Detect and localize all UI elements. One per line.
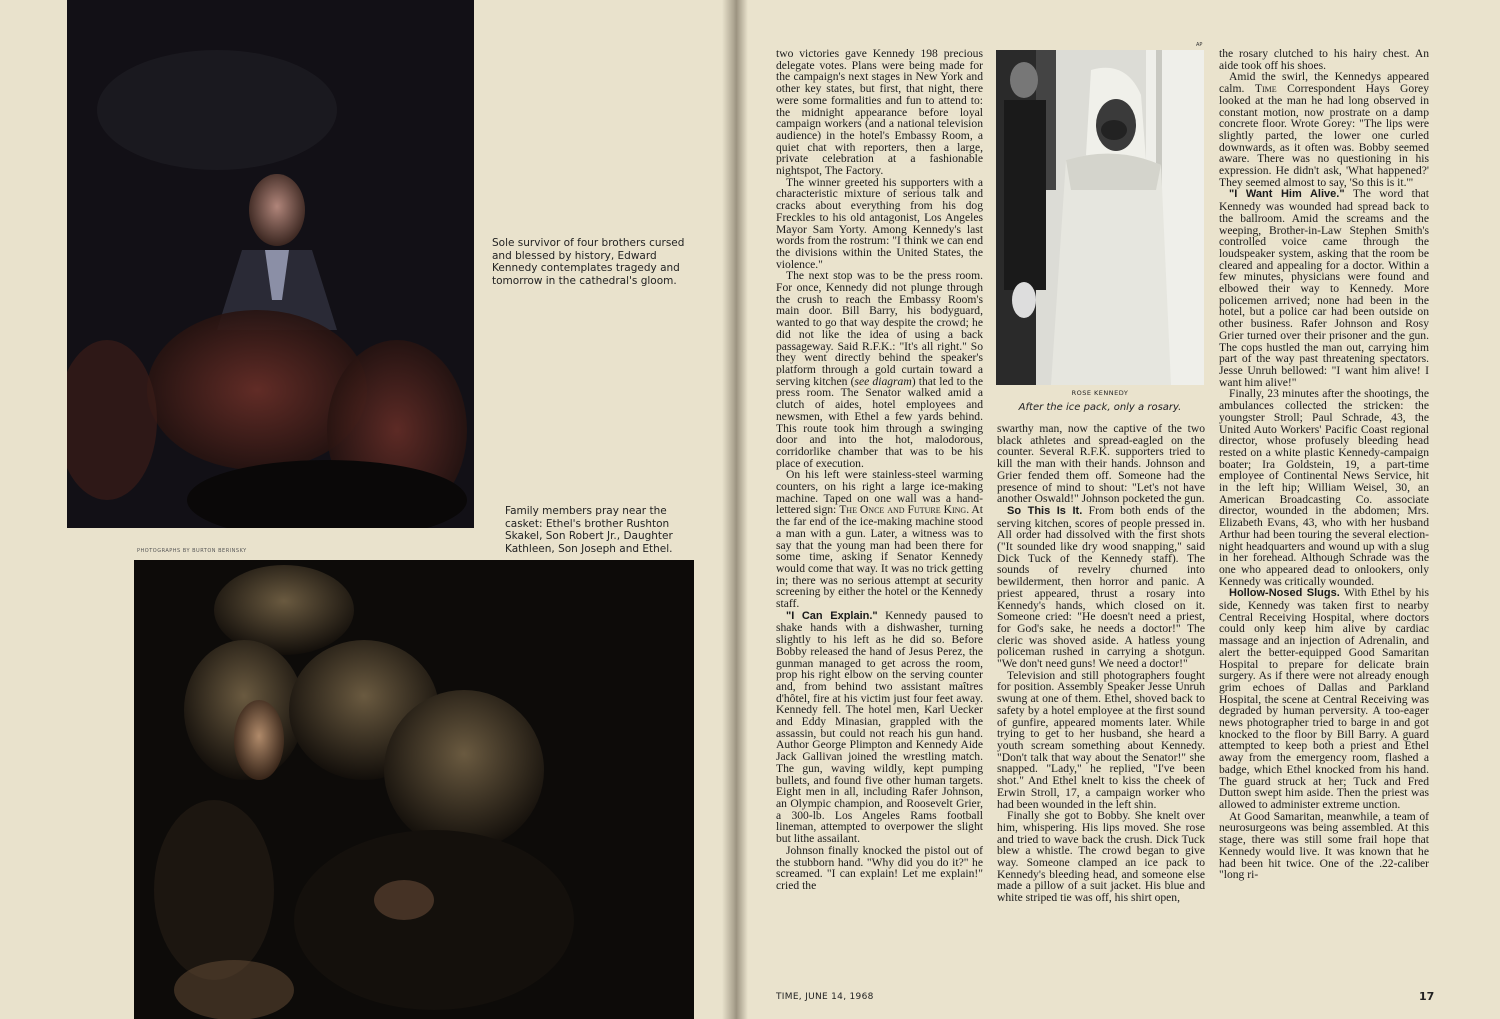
col1-text: On his left were stainless-steel warming counters, on his right a large ice-making machine. Taped on one wall was a hand-lettered sign:: [776, 468, 983, 517]
col3-text: The word that Kennedy was wounded had spread back to the ballroom. Amid the screams and the weeping, Brother-in-Law Stephen Smith's controlled voice came through the loudspeaker system, asking that the room be cleared and appealing for a doctor. Within a few minutes, physicians were found and elbowed their way to Kennedy. More policemen arrived; none had been in the hotel, but a police car had been outside on other business. Rafer Johnson and Rosy Grier turned over their prisoner and the gun. The cops hustled the man out, carrying him part of the way past threatening spectators. Jesse Unruh bellowed: "I want him alive! I want him alive!": [1219, 187, 1429, 389]
col3-text: Amid the swirl, the Kennedys appeared calm.: [1219, 70, 1429, 96]
left-page: [0, 0, 735, 1019]
col3-text: With Ethel by his side, Kennedy was taken first to nearby Central Receiving Hospital, where doctors could only keep him alive by cardiac massage and an injection of Adrenalin, and alert the better-equipped Good Samaritan Hospital to prepare for delicate brain surgery. As if there were not already enough grim echoes of Dallas and Parkland Hospital, the scene at Central Receiving was degraded by human perversity. A too-eager news photographer tried to barge in and got knocked to the floor by Bill Barry. A guard attempted to keep both a priest and Ethel away from the emergency room, flashed a badge, which Ethel knocked from his hand. The guard struck at her; Tuck and Fred Dutton swept him aside. Then the priest was allowed to administer extreme unction.: [1219, 586, 1429, 811]
subhead-so-this-is-it: So This Is It.: [1007, 504, 1083, 517]
sign-text: The Once and Future King: [839, 503, 967, 517]
col1-paragraph: [776, 610, 983, 845]
col3-paragraph: [1219, 587, 1429, 810]
article-column-2: [997, 423, 1205, 904]
col3-paragraph: the rosary clutched to his hairy chest. An aide took off his shoes.: [1219, 47, 1429, 72]
col3-paragraph: Finally, 23 minutes after the shootings, the ambulances collected the stricken: the youngster Stroll; Paul Schrade, 43, the United Auto Workers' Pacific Coast regional director, whose profusely bleeding head rested on a white plastic Kennedy-campaign boater; Ira Goldstein, 19, a part-time employee of Continental News Service, hit in the left hip; William Weisel, 30, an American Broadcasting Co. associate director, wounded in the abdomen; Mrs. Elizabeth Evans, 43, who with her husband Arthur had been touring the several election-night headquarters and wound up with a slug in her forehead. Although Schrade was the one who appeared dead to onlookers, only Kennedy was critically wounded.: [1219, 387, 1429, 588]
col3-paragraph: At Good Samaritan, meanwhile, a team of neurosurgeons was being assembled. At this stage, there was still some frail hope that Kennedy would live. It was known that he had been hit twice. One of the .22-caliber "long ri-: [1219, 809, 1429, 882]
subhead-i-want-him-alive: "I Want Him Alive.": [1229, 188, 1345, 201]
col1-paragraph: [776, 469, 983, 609]
col2-paragraph: [997, 505, 1205, 670]
family-prayer-caption: Family members pray near the casket: Ethel's brother Rushton Skakel, Son Robert Jr., Daughter Kathleen, Son Joseph and Ethel.: [505, 505, 673, 555]
col3-text: Correspondent Hays Gorey looked at the man he had long observed in constant motion, now prostrate on a damp concrete floor. Wrote Gorey: "The lips were slightly parted, the lower one curled downwards, as it often was. Bobby seemed aware. There was no questioning in his expression. He didn't ask, 'What happened?' They seemed almost to say, 'So this is it.'": [1219, 82, 1429, 189]
rose-kennedy-photo-art: [996, 50, 1204, 385]
edward-kennedy-photo: [67, 0, 474, 528]
col2-text: From both ends of the serving kitchen, scores of people pressed in. All order had dissolved with the first shots ("It sounded like dry wood snapping," said Dick Tuck of the Kennedy staff). The sounds of revelry churned into bewilderment, then horror and panic. A priest appeared, thrust a rosary into Kennedy's hands, which closed on it. Someone cried: "He doesn't need a priest, for God's sake, he needs a doctor!" The cleric was shoved aside. A hatless young policeman rushed in carrying a shotgun. "We don't need guns! We need a doctor!": [997, 503, 1205, 671]
col1-text: . At the far end of the ice-making machine stood a man with a gun. Later, a witness was to say that the young man had been there for some time, asking if Senator Kennedy would come that way. It was no trick getting in; there was no serious attempt at security screening by either the hotel or the Kennedy staff.: [776, 503, 983, 611]
photo-credit: PHOTOGRAPHS BY BURTON BERINSKY: [137, 548, 247, 554]
col2-paragraph: swarthy man, now the captive of the two black athletes and spread-eagled on the counter. Several R.F.K. supporters tried to kill the man with their hands. Johnson and Grier fended them off. Someone had the presence of mind to shout: "Let's not have another Oswald!" Johnson pocketed the gun.: [997, 422, 1205, 506]
col3-paragraph: [1219, 188, 1429, 388]
article-column-1: [776, 48, 983, 892]
issue-footer: TIME, JUNE 14, 1968: [776, 992, 874, 1002]
see-diagram-ref: see diagram: [854, 374, 912, 388]
page-number: 17: [1419, 990, 1435, 1003]
col1-paragraph: Johnson finally knocked the pistol out of the stubborn hand. "Why did you do it?" he screamed. "I can explain! Let me explain!" cried the: [776, 843, 983, 892]
time-magazine-name: Time: [1254, 82, 1277, 96]
rose-kennedy-label: ROSE KENNEDY: [1071, 389, 1129, 397]
edward-kennedy-photo-art: [67, 0, 474, 528]
col2-paragraph: Finally she got to Bobby. She knelt over him, whispering. His lips moved. She rose and tried to wave back the crush. Dick Tuck blew a whistle. The crowd began to give way. Someone clamped an ice pack to Kennedy's bleeding head, and someone else made a pillow of a suit jacket. His blue and white striped tie was off, his shirt open,: [997, 809, 1205, 905]
page-gutter: [722, 0, 748, 1019]
rose-photo-credit: AP: [1196, 42, 1203, 48]
rose-kennedy-photo: [996, 50, 1204, 385]
article-column-3: [1219, 48, 1429, 881]
col1-text: The next stop was to be the press room. For once, Kennedy did not plunge through the crush to reach the Embassy Room's main door. Bill Barry, his bodyguard, wanted to go that way despite the crowd; he did not like the idea of using a back passageway. Said R.F.K.: "It's all right." So they went directly behind the speaker's platform through a gold curtain toward a serving kitchen (: [776, 269, 983, 388]
rose-kennedy-caption: After the ice pack, only a rosary.: [1018, 402, 1182, 413]
edward-kennedy-caption: Sole survivor of four brothers cursed and blessed by history, Edward Kennedy contemplates tragedy and tomorrow in the cathedral's gloom.: [492, 237, 685, 287]
family-prayer-photo-art: [134, 560, 694, 1019]
col3-paragraph: [1219, 71, 1429, 188]
col1-paragraph: two victories gave Kennedy 198 precious delegate votes. Plans were being made for the campaign's next stages in New York and other key states, but first, that night, there were some formalities and fun to attend to: the midnight appearance before loyal campaign workers (and a national television audience) in the hotel's Embassy Room, a quiet chat with reporters, then a large, private celebration at a fashionable nightspot, The Factory.: [776, 47, 983, 178]
col1-paragraph: The winner greeted his supporters with a characteristic mixture of serious talk and cracks about everything from his dog Freckles to his old antagonist, Los Angeles Mayor Sam Yorty. Among Kennedy's last words from the rostrum: "I think we can end the divisions within the United States, the violence.": [776, 175, 983, 271]
col2-paragraph: Television and still photographers fought for position. Assembly Speaker Jesse Unruh swung at one of them. Ethel, shoved back to safety by a hotel employee at the first sound of gunfire, appeared moments later. While trying to get to her husband, she heard a youth scream something about Kennedy. "Don't talk that way about the Senator!" she snapped. "Lady," he replied, "I've been shot." And Ethel knelt to kiss the cheek of Erwin Stroll, 17, a campaign worker who had been wounded in the left shin.: [997, 668, 1205, 811]
col1-paragraph: [776, 270, 983, 469]
col1-text: Kennedy paused to shake hands with a dishwasher, turning slightly to his left as he did so. Before Bobby released the hand of Jesus Perez, the gunman managed to get across the room, prop his right elbow on the serving counter and, from behind two assistant maîtres d'hôtel, fire at his victim just four feet away. Kennedy fell. The hotel men, Karl Uecker and Eddy Minasian, grappled with the assassin, but could not reach his gun hand. Author George Plimpton and Kennedy Aide Jack Gallivan joined the wrestling match. The gun, waving wildly, kept pumping bullets, and found five other human targets. Eight men in all, including Rafer Johnson, an Olympic champion, and Roosevelt Grier, a 300-lb. Los Angeles Rams football lineman, attempted to overpower the slight but lithe assailant.: [776, 608, 984, 846]
col1-text: ) that led to the press room. The Senator walked amid a clutch of aides, hotel employees and newsmen, with Ethel a few yards behind. This route took him through a swinging door and into the hot, malodorous, corridorlike chamber that was to be his place of execution.: [776, 374, 983, 470]
subhead-i-can-explain: "I Can Explain.": [786, 609, 878, 622]
family-prayer-photo: [134, 560, 694, 1019]
subhead-hollow-nosed-slugs: Hollow-Nosed Slugs.: [1229, 587, 1340, 600]
